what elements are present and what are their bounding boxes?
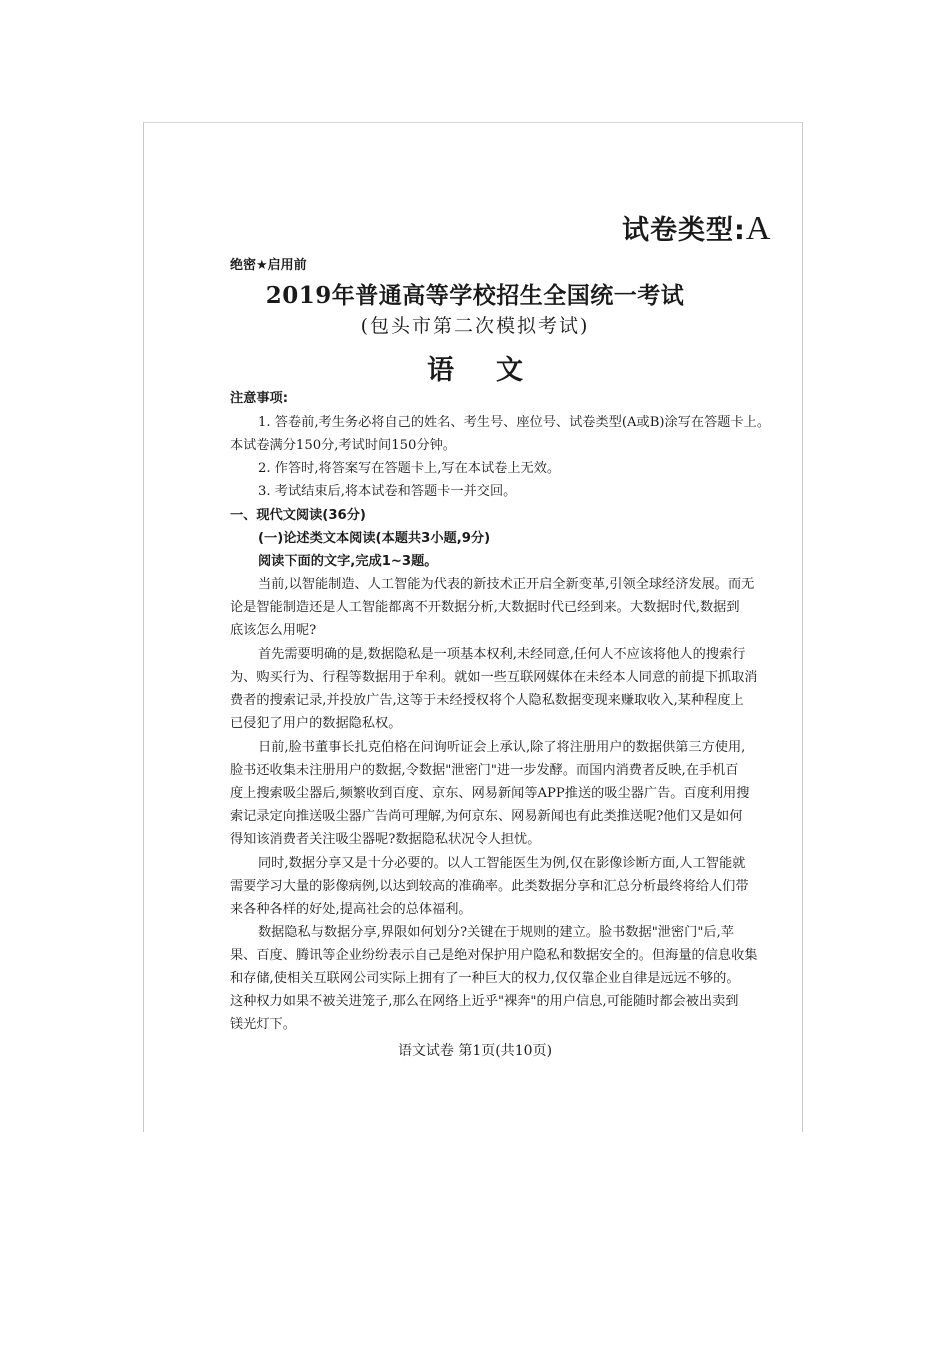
passage-line: 这种权力如果不被关进笼子,那么在网络上近乎"裸奔"的用户信息,可能随时都会被出卖到: [230, 994, 739, 1009]
passage-line: 同时,数据分享又是十分必要的。以人工智能医生为例,仅在影像诊断方面,人工智能就: [258, 856, 746, 871]
passage-line: 为、购买行为、行程等数据用于牟利。就如一些互联网媒体在未经本人同意的前提下抓取消: [230, 670, 758, 685]
exam-title: 2019年普通高等学校招生全国统一考试: [265, 282, 685, 309]
secret-mark: 绝密★启用前: [230, 258, 307, 273]
notice-item-1-cont: 本试卷满分150分,考试时间150分钟。: [230, 438, 456, 453]
paper-type: [622, 208, 771, 248]
passage-line: 底该怎么用呢?: [230, 623, 317, 638]
passage-line: 得知该消费者关注吸尘器呢?数据隐私状况令人担忧。: [230, 832, 541, 847]
notice-heading: 注意事项:: [230, 391, 289, 406]
passage-line: 度上搜索吸尘器后,频繁收到百度、京东、网易新闻等APP推送的吸尘器广告。百度利用搜: [230, 786, 750, 801]
subject-title: 语文: [427, 355, 565, 386]
passage-line: 来各种各样的好处,提高社会的总体福利。: [230, 902, 472, 917]
passage-line: 当前,以智能制造、人工智能为代表的新技术正开启全新变革,引领全球经济发展。而无: [258, 577, 755, 592]
passage-line: 数据隐私与数据分享,界限如何划分?关键在于规则的建立。脸书数据"泄密门"后,苹: [258, 925, 734, 940]
paper-type-label: 试卷类型:: [622, 215, 746, 246]
section-heading: 一、现代文阅读(36分): [230, 508, 366, 523]
passage-line: 索记录定向推送吸尘器广告尚可理解,为何京东、网易新闻也有此类推送呢?他们又是如何: [230, 809, 743, 824]
passage-line: 费者的搜索记录,并投放广告,这等于未经授权将个人隐私数据变现来赚取收入,某种程度上: [230, 693, 744, 708]
paper-type-value: A: [745, 210, 772, 247]
part-heading: (一)论述类文本阅读(本题共3小题,9分): [258, 531, 491, 546]
notice-item-2: 2. 作答时,将答案写在答题卡上,写在本试卷上无效。: [258, 461, 561, 476]
passage-line: 已侵犯了用户的数据隐私权。: [230, 716, 402, 731]
passage-line: 果、百度、腾讯等企业纷纷表示自己是绝对保护用户隐私和数据安全的。但海量的信息收集: [230, 948, 758, 963]
passage-line: 论是智能制造还是人工智能都离不开数据分析,大数据时代已经到来。大数据时代,数据到: [230, 600, 740, 615]
passage-line: 日前,脸书董事长扎克伯格在问询听证会上承认,除了将注册用户的数据供第三方使用,: [258, 740, 746, 755]
passage-line: 和存储,使相关互联网公司实际上拥有了一种巨大的权力,仅仅靠企业自律是远远不够的。: [230, 971, 740, 986]
page-footer: 语文试卷 第1页(共10页): [397, 1043, 553, 1059]
passage-line: 脸书还收集未注册用户的数据,令数据"泄密门"进一步发酵。而国内消费者反映,在手机百: [230, 763, 739, 778]
passage-line: 首先需要明确的是,数据隐私是一项基本权利,未经同意,任何人不应该将他人的搜索行: [258, 647, 746, 662]
passage-line: 镁光灯下。: [230, 1017, 296, 1032]
exam-subtitle: (包头市第二次模拟考试): [360, 315, 590, 337]
notice-item-3: 3. 考试结束后,将本试卷和答题卡一并交回。: [258, 484, 517, 499]
reading-instruction: 阅读下面的文字,完成1~3题。: [258, 554, 438, 569]
passage-line: 需要学习大量的影像病例,以达到较高的准确率。此类数据分享和汇总分析最终将给人们带: [230, 879, 749, 894]
notice-item-1: 1. 答卷前,考生务必将自己的姓名、考生号、座位号、试卷类型(A或B)涂写在答题卡上。: [258, 415, 771, 430]
